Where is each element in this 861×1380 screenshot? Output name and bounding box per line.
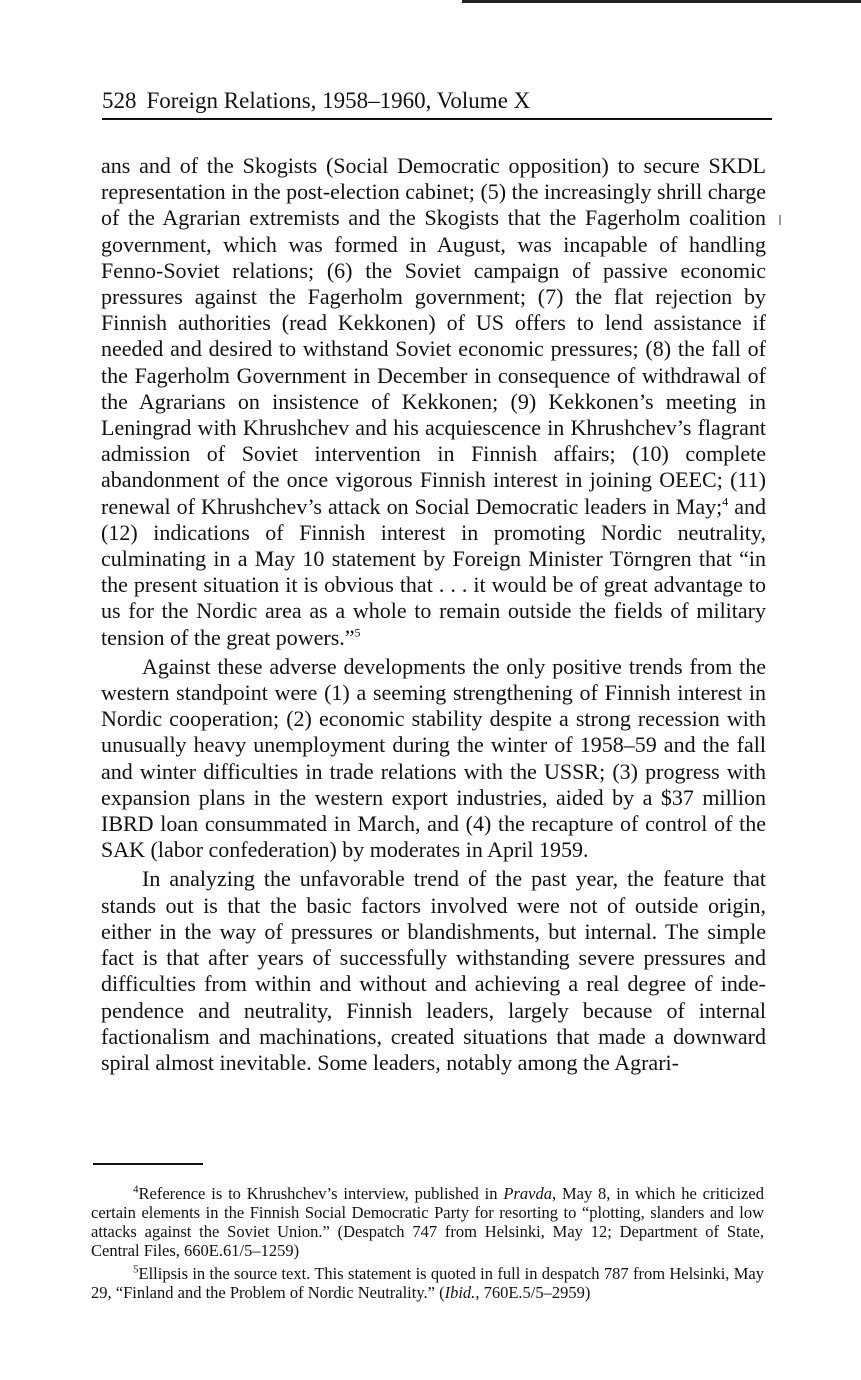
footnote-4: [91, 1184, 764, 1260]
footnote-5-text-a: Ellipsis in the source text. This statement is quoted in full in despatch 787 from Helsinki, May 29, “Finland and the Problem of Nordic Neutrality.” (: [91, 1264, 764, 1302]
scan-mark: [779, 215, 781, 225]
paragraph-1: [101, 153, 766, 651]
paragraph-3: In analyzing the unfavorable trend of the past year, the feature that stands out is that the basic factors involved were not of outside origin, either in the way of pressures or blandishments, but internal. The simple fact is that after years of successfully withstanding severe pressures and difficulties from within and without and achieving a real degree of independence and neutrality, Finnish leaders, largely because of internal factionalism and machinations, created situations that made a downward spiral almost inevitable. Some leaders, notably among the Agrari-: [101, 866, 766, 1075]
running-title: Foreign Relations, 1958–1960, Volume X: [146, 88, 531, 113]
footnote-4-text-b: , May 8, in which he criticized certain elements in the Finnish Social Democratic Party for resorting to “plotting, slanders and low attacks against the Soviet Union.” (Despatch 747 from Helsinki, May 12; Department of State, Central Files, 660E.61/5–1259): [91, 1184, 765, 1260]
footnote-separator: [93, 1163, 203, 1165]
paragraph-1-text-a: ans and of the Skogists (Social Democratic opposition) to secure SKDL representation in the post-election cabinet; (5) the increasingly shrill charge of the Agrarian extremists and the Skogists that the Fagerholm coalition government, which was formed in August, was incapable of handling Fenno-Soviet relations; (6) the Soviet campaign of passive economic pressures against the Fagerholm government; (7) the flat rejection by Finnish authorities (read Kekkonen) of US offers to lend assistance if needed and desired to withstand Soviet economic pressures; (8) the fall of the Fagerholm Government in December in consequence of withdrawal of the Agrarians on insistence of Kekkonen; (9) Kekkonen’s meeting in Leningrad with Khrushchev and his acquiescence in Khrushchev’s flagrant admission of Soviet intervention in Finnish affairs; (10) complete abandonment of the once vigorous Finnish interest in joining OEEC; (11) renewal of Khrushchev’s attack on Social Democratic leaders in May;: [101, 153, 766, 519]
footnote-5: [91, 1264, 764, 1302]
footnote-5-text-b: , 760E.5/5–2959): [475, 1283, 591, 1302]
page-number: 528: [102, 88, 137, 113]
footnote-5-number: 5: [133, 1263, 139, 1276]
footnote-ref-5[interactable]: 5: [354, 625, 361, 640]
footnote-5-italic: Ibid.: [444, 1283, 476, 1302]
page-header: [102, 86, 772, 120]
body-text: [101, 153, 766, 1076]
paragraph-1-text-b: and (12) indications of Finnish interest in promoting Nordic neutrality, culminating in a May 10 statement by Foreign Minister Törngren that “in the present situation it is obvious that . . . it would be of great advantage to us for the Nordic area as a whole to remain outside the fields of military tension of the great powers.”: [101, 493, 767, 650]
footnote-4-italic: Pravda: [503, 1184, 552, 1203]
top-edge-rule: [462, 0, 861, 3]
footnote-4-text-a: Reference is to Khrushchev’s interview, published in: [138, 1184, 504, 1203]
footnote-ref-4[interactable]: 4: [722, 494, 729, 509]
footnote-4-number: 4: [133, 1183, 139, 1196]
paragraph-2: Against these adverse developments the only positive trends from the western standpoint were (1) a seeming strengthening of Finnish interest in Nordic cooperation; (2) economic stability despite a strong recession with unusually heavy unemployment during the winter of 1958–59 and the fall and winter difficulties in trade relations with the USSR; (3) progress with expansion plans in the western export industries, aided by a $37 million IBRD loan consummated in March, and (4) the recapture of control of the SAK (labor confederation) by moderates in April 1959.: [101, 653, 766, 863]
footnotes: [91, 1184, 764, 1306]
